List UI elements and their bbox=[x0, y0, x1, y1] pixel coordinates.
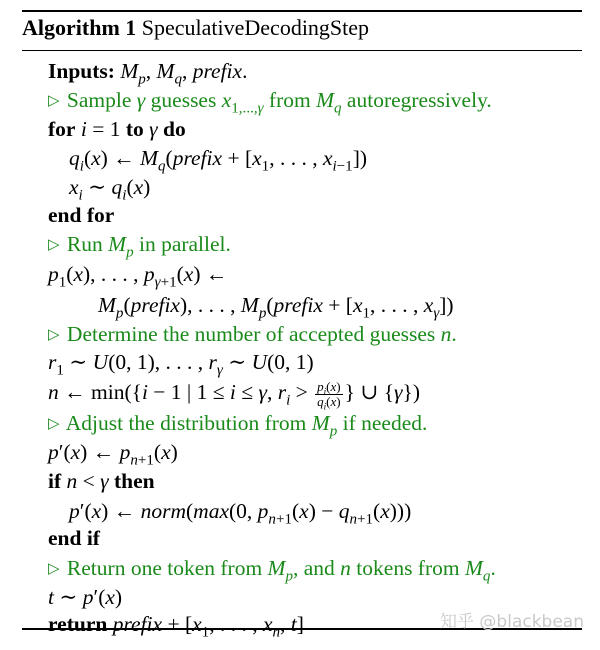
p-line-2: $M_p(prefix)$, . . . , $M_p(prefix + [x_1$, . . . , $x_\gamma$]) bbox=[98, 293, 454, 322]
inputs-keyword: Inputs: bbox=[48, 59, 115, 83]
endfor-line: end for bbox=[48, 203, 115, 227]
t-line: t ∼ p′(x) bbox=[48, 585, 123, 609]
x-line: $x_i$ ∼ $q_i(x)$ bbox=[69, 175, 151, 204]
algorithm-block bbox=[22, 10, 582, 641]
comment-sample: ▷ Sample γ guesses $x_{1,...,\gamma}$ from $M_q$ autoregressively. bbox=[48, 88, 492, 117]
endif-line: end if bbox=[48, 526, 100, 550]
algorithm-title bbox=[22, 15, 369, 41]
ratio-fraction: $\frac{p_i(x)}{q_i(x)}$ bbox=[317, 378, 341, 412]
comment-adjust: ▷ Adjust the distribution from $M_p$ if needed. bbox=[48, 411, 428, 440]
comment-determine: ▷ Determine the number of accepted guesses n. bbox=[48, 322, 457, 346]
watermark: 知乎 @blackbean bbox=[440, 612, 584, 632]
pprime-line: p′(x) ← $p_{n+1}(x)$ bbox=[48, 440, 178, 469]
comment-return: ▷ Return one token from $M_p$, and n tokens from $M_q$. bbox=[48, 556, 496, 585]
p-line-1: $p_1(x)$, . . . , $p_{\gamma+1}(x)$ ← bbox=[48, 262, 228, 291]
inputs-line: Inputs: $M_p$, $M_q$, prefix. bbox=[48, 59, 248, 88]
return-line: return prefix + [$x_1$, . . . , $x_n$, t] bbox=[48, 612, 304, 641]
if-line: if n < γ then bbox=[48, 469, 155, 493]
q-line: $q_i(x)$ ← $M_q(prefix + [x_1$, . . . , $x_{i-1}$]) bbox=[69, 146, 368, 175]
algorithm-label: Algorithm 1 bbox=[22, 15, 137, 40]
algorithm-name: SpeculativeDecodingStep bbox=[141, 15, 370, 40]
r-line: $r_1$ ∼ U(0, 1), . . . , $r_\gamma$ ∼ U(0, 1) bbox=[48, 350, 314, 379]
norm-line: p′(x) ← norm(max(0, $p_{n+1}(x) - q_{n+1}(x)$)) bbox=[69, 499, 412, 528]
top-rule bbox=[22, 10, 582, 12]
comment-run: ▷ Run $M_p$ in parallel. bbox=[48, 232, 231, 261]
n-line: n ← min({i − 1 | 1 ≤ i ≤ γ, $r_i$ > $\frac{p_i(x)}{q_i(x)}$ } ∪ {γ}) bbox=[48, 378, 421, 412]
for-line: for i = 1 to γ do bbox=[48, 117, 186, 141]
title-rule bbox=[22, 50, 582, 51]
